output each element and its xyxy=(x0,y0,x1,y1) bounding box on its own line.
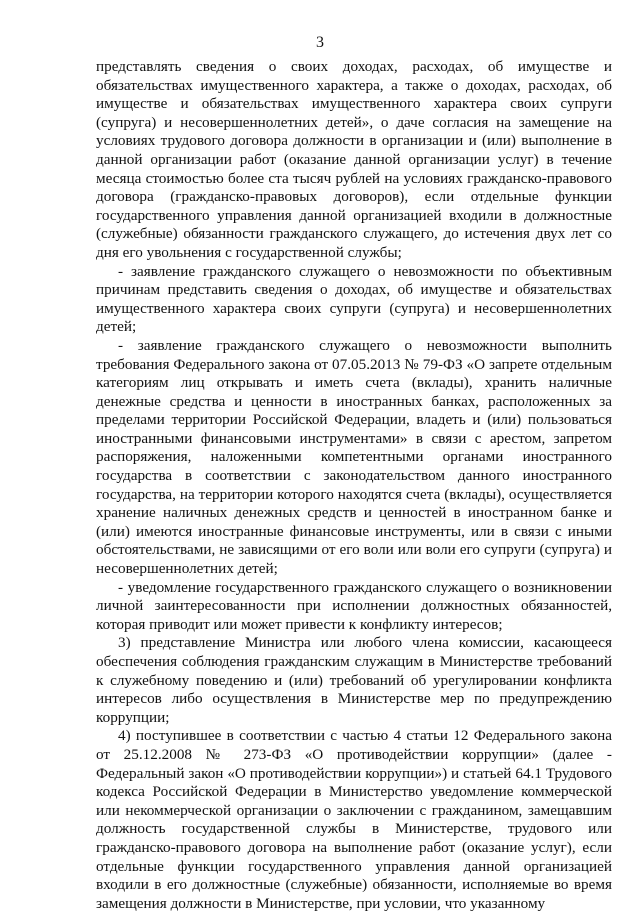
document-body xyxy=(96,58,612,913)
paragraph: - заявление гражданского служащего о невозможности по объективным причинам представить сведения о доходах, об имуществе и обязательствах имущественного характера своих супруги (супруга) и несовершеннолетних детей; xyxy=(96,262,612,336)
paragraph: - уведомление государственного гражданского служащего о возникновении личной заинтересованности при исполнении должностных обязанностей, которая приводит или может привести к конфликту интересов; xyxy=(96,578,612,633)
page-number: 3 xyxy=(316,34,324,51)
paragraph: 4) поступившее в соответствии с частью 4 статьи 12 Федерального закона от 25.12.2008 № 273-ФЗ «О противодействии коррупции» (далее - Федеральный закон «О противодействии коррупции») и статьей 64.1 Трудового кодекса Российской Федерации в Министерство уведомление коммерческой или некоммерческой организации о заключении с гражданином, замещавшим должность государственной службы в Министерстве, трудового или гражданско-правового договора на выполнение работ (оказание услуг), если отдельные функции государственного управления данной организацией входили в его должностные (служебные) обязанности, исполняемые во время замещения должности в Министерстве, при условии, что указанному xyxy=(96,727,612,912)
paragraph: - заявление гражданского служащего о невозможности выполнить требования Федерального закона от 07.05.2013 № 79-ФЗ «О запрете отдельным категориям лиц открывать и иметь счета (вклады), хранить наличные денежные средства и ценности в иностранных банках, расположенных за пределами территории Российской Федерации, владеть и (или) пользоваться иностранными финансовыми инструментами» в связи с арестом, запретом распоряжения, наложенными компетентными органами иностранного государства в соответствии с законодательством данного иностранного государства, на территории которого находятся счета (вклады), осуществляется хранение наличных денежных средств и ценностей в иностранном банке и (или) имеются иностранные финансовые инструменты, или в связи с иными обстоятельствами, не зависящими от его воли или воли его супруги (супруга) и несовершеннолетних детей; xyxy=(96,336,612,578)
paragraph: представлять сведения о своих доходах, расходах, об имуществе и обязательствах имущественного характера, а также о доходах, расходах, об имуществе и обязательствах имущественного характера своих супруги (супруга) и несовершеннолетних детей», о даче согласия на замещение на условиях трудового договора должности в организации и (или) выполнение в данной организации работ (оказание данной организации услуг) в течение месяца стоимостью более ста тысяч рублей на условиях гражданско-правового договора (гражданско-правовых договоров), если отдельные функции государственного управления данной организацией входили в должностные (служебные) обязанности гражданского служащего, до истечения двух лет со дня его увольнения с государственной службы; xyxy=(96,58,612,261)
paragraph: 3) представление Министра или любого члена комиссии, касающееся обеспечения соблюдения гражданским служащим в Министерстве требований к служебному поведению и (или) требований об урегулировании конфликта интересов либо осуществления в Министерстве мер по предупреждению коррупции; xyxy=(96,634,612,726)
